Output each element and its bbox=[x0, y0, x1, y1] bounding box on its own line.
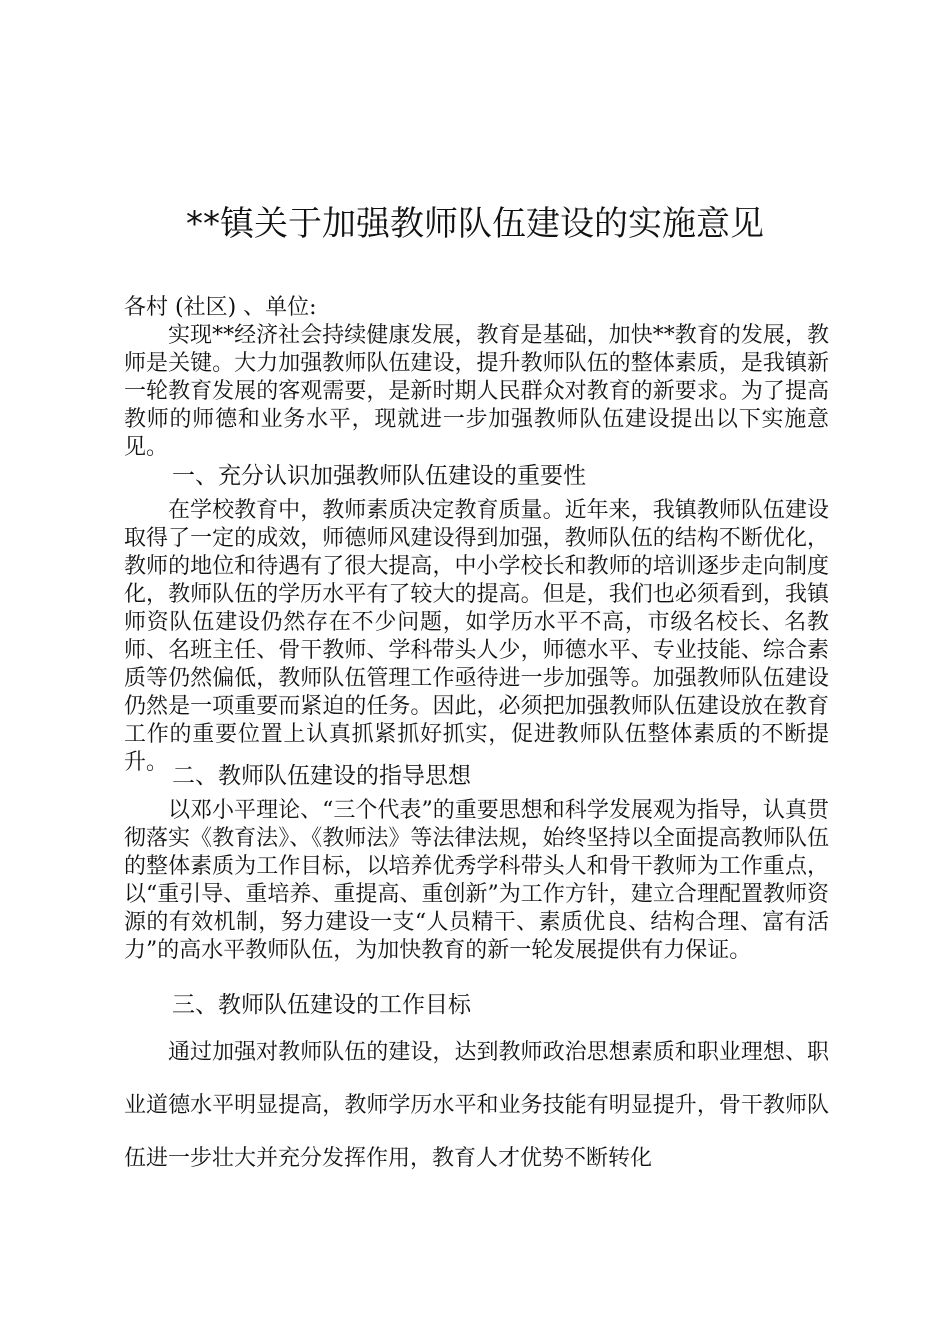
section-heading-3: 三、教师队伍建设的工作目标 bbox=[172, 992, 471, 1018]
intro-block bbox=[124, 322, 829, 462]
section-paragraph-3: 通过加强对教师队伍的建设，达到教师政治思想素质和职业理想、职业道德水平明显提高，教师学历水平和业务技能有明显提升，骨干教师队伍进一步壮大并充分发挥作用，教育人才优势不断转化 bbox=[124, 1040, 829, 1171]
section-paragraph-2: 以邓小平理论、“三个代表”的重要思想和科学发展观为指导，认真贯彻落实《教育法》、《教师法》等法律法规，始终坚持以全面提高教师队伍的整体素质为工作目标，以培养优秀学科带头人和骨干教师为工作重点，以“重引导、重培养、重提高、重创新”为工作方针，建立合理配置教师资源的有效机制，努力建设一支“人员精干、素质优良、结构合理、富有活力”的高水平教师队伍，为加快教育的新一轮发展提供有力保证。 bbox=[124, 798, 829, 963]
section-heading-1: 一、充分认识加强教师队伍建设的重要性 bbox=[172, 463, 586, 489]
section-body-block-2 bbox=[124, 797, 829, 965]
document-title: **镇关于加强教师队伍建设的实施意见 bbox=[186, 204, 764, 244]
section-body-block-3 bbox=[124, 1026, 829, 1185]
salutation: 各村 (社区) 、单位: bbox=[124, 295, 317, 320]
section-heading-2: 二、教师队伍建设的指导思想 bbox=[172, 763, 471, 789]
intro-paragraph: 实现**经济社会持续健康发展，教育是基础，加快**教育的发展，教师是关键。大力加强教师队伍建设，提升教师队伍的整体素质，是我镇新一轮教育发展的客观需要，是新时期人民群众对教育的新要求。为了提高教师的师德和业务水平，现就进一步加强教师队伍建设提出以下实施意见。 bbox=[124, 323, 829, 460]
section-paragraph-1: 在学校教育中，教师素质决定教育质量。近年来，我镇教师队伍建设取得了一定的成效，师德师风建设得到加强，教师队伍的结构不断优化，教师的地位和待遇有了很大提高，中小学校长和教师的培训逐步走向制度化，教师队伍的学历水平有了较大的提高。但是，我们也必须看到，我镇师资队伍建设仍然存在不少问题，如学历水平不高，市级名校长、名教师、名班主任、骨干教师、学科带头人少，师德水平、专业技能、综合素质等仍然偏低，教师队伍管理工作亟待进一步加强等。加强教师队伍建设仍然是一项重要而紧迫的任务。因此，必须把加强教师队伍建设放在教育工作的重要位置上认真抓紧抓好抓实，促进教师队伍整体素质的不断提升。 bbox=[124, 498, 829, 775]
section-body-block-1 bbox=[124, 497, 829, 777]
